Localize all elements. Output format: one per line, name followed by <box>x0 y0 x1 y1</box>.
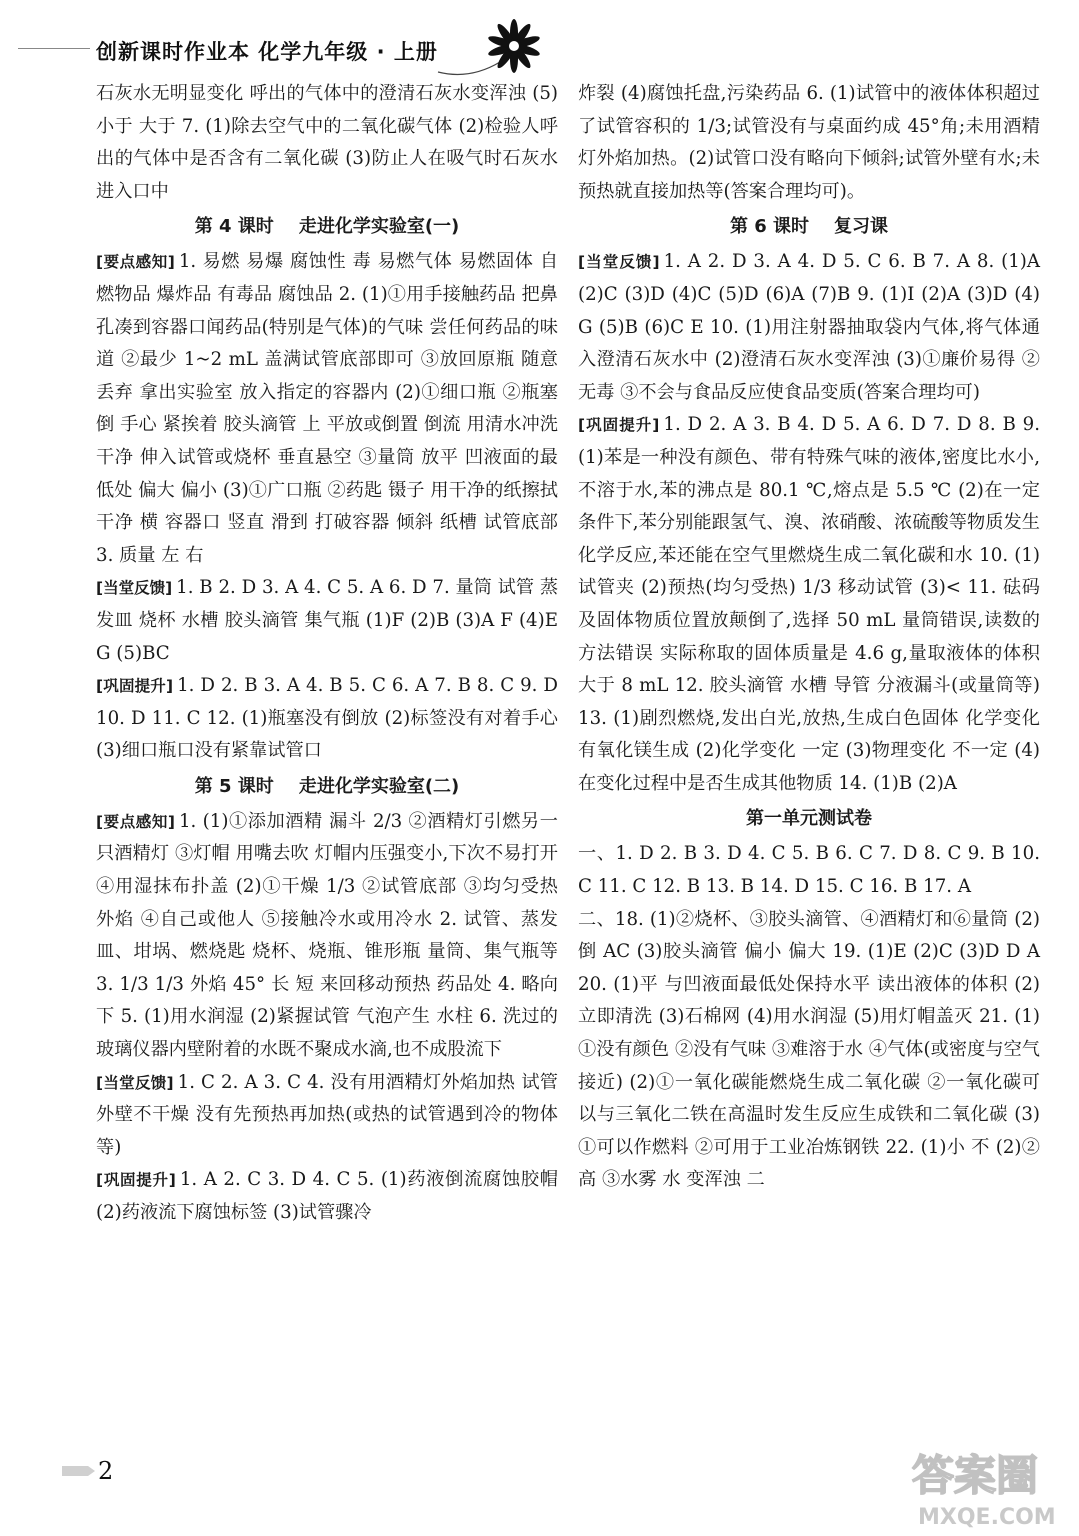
page-number: 2 <box>98 1457 114 1485</box>
section-tag: [要点感知] <box>96 253 175 272</box>
paragraph-text: 1. C 2. A 3. C 4. 没有用酒精灯外焰加热 试管外壁不干燥 没有先预热再加热(或热的试管遇到冷的物体等) <box>96 1071 558 1158</box>
page-footer <box>62 1456 113 1486</box>
paragraph-text: 第 4 课时 走进化学实验室(一) <box>194 216 460 238</box>
header-title: 创新课时作业本 化学九年级 · 上册 <box>96 40 438 64</box>
section-tag: [当堂反馈] <box>96 1073 174 1092</box>
section-heading <box>96 770 558 804</box>
page-arrow-icon <box>62 1464 96 1478</box>
section-heading <box>96 210 558 244</box>
page-header <box>0 0 1079 80</box>
answer-paragraph <box>578 78 1040 208</box>
section-tag: [要点感知] <box>96 812 175 831</box>
watermark-top: 答案圈 <box>912 1451 1039 1500</box>
answer-paragraph <box>96 806 558 1067</box>
section-heading <box>578 802 1040 836</box>
paragraph-text: 炸裂 (4)腐蚀托盘,污染药品 6. (1)试管中的液体体积超过了试管容积的 1/3;试管没有与桌面约成 45°角;未用酒精灯外焰加热。(2)试管口没有略向下倾斜;试管外壁有水;未预热就直接加热等(答案合理均可)。 <box>578 83 1040 202</box>
watermark-logo <box>890 1438 1072 1530</box>
paragraph-text: 第 5 课时 走进化学实验室(二) <box>194 775 460 797</box>
paragraph-text: 1. A 2. C 3. D 4. C 5. (1)药液倒流腐蚀胶帽 (2)药液流下腐蚀标签 (3)试管骤冷 <box>96 1169 558 1223</box>
answer-paragraph <box>578 246 1040 409</box>
flower-decoration-icon <box>430 18 550 78</box>
paragraph-text: 第一单元测试卷 <box>746 808 872 830</box>
answer-paragraph <box>578 409 1040 800</box>
paragraph-text: 1. D 2. B 3. A 4. B 5. C 6. A 7. B 8. C 9. D 10. D 11. C 12. (1)瓶塞没有倒放 (2)标签没有对着手心 (3)细口瓶口没有紧靠试管口 <box>96 675 558 762</box>
paragraph-text: 二、18. (1)②烧杯、③胶头滴管、④酒精灯和⑥量筒 (2)倒 AC (3)胶头滴管 偏小 偏大 19. (1)E (2)C (3)D D A 20. (1)平 与凹液面最低处保持水平 读出液体的体积 (2)立即清洗 (3)石棉网 (4)用水润湿 (5)用灯帽盖灭 21. (1)①没有颜色 ②没有气味 ③难溶于水 ④气体(或密度与空气接近) (2)①一氧化碳能燃烧生成二氧化碳 ②一氧化碳可以与三氧化二铁在高温时发生反应生成铁和二氧化碳 (3)①可以作燃料 ②可用于工业冶炼钢铁 22. (1)小 不 (2)②高 ③水雾 水 变浑浊 二 <box>578 908 1040 1191</box>
watermark-bottom: MXQE.COM <box>918 1505 1056 1530</box>
section-heading <box>578 210 1040 244</box>
answer-paragraph <box>96 246 558 572</box>
answer-paragraph <box>96 572 558 670</box>
paragraph-text: 1. A 2. D 3. A 4. D 5. C 6. B 7. A 8. (1)A (2)C (3)D (4)C (5)D (6)A (7)B 9. (1)I (2)A (3)D (4)G (5)B (6)C E 10. (1)用注射器抽取袋内气体,将气体通入澄清石灰水中 (2)澄清石灰水变浑浊 (3)①廉价易得 ②无毒 ③不会与食品反应使食品变质(答案合理均可) <box>578 251 1040 403</box>
answer-paragraph <box>578 904 1040 1197</box>
paragraph-text: 第 6 课时 复习课 <box>729 216 889 238</box>
section-tag: [当堂反馈] <box>578 253 660 272</box>
answer-paragraph <box>96 1067 558 1165</box>
right-column <box>578 78 1040 1197</box>
paragraph-text: 1. D 2. A 3. B 4. D 5. A 6. D 7. D 8. B 9. (1)苯是一种没有颜色、带有特殊气味的液体,密度比水小,不溶于水,苯的沸点是 80.1 ℃,熔点是 5.5 ℃ (2)在一定条件下,苯分别能跟氢气、溴、浓硝酸、浓硫酸等物质发生化学反应,苯还能在空气里燃烧生成二氧化碳和水 10. (1)试管夹 (2)预热(均匀受热) 1/3 移动试管 (3)< 11. 砝码及固体物质位置放颠倒了,选择 50 mL 量筒错误,读数的方法错误 实际称取的固体质量是 4.6 g,量取液体的体积大于 8 mL 12. 胶头滴管 水槽 导管 分液漏斗(或量筒等) 13. (1)剧烈燃烧,发出白光,放热,生成白色固体 化学变化 有氧化镁生成 (2)化学变化 一定 (3)物理变化 不一定 (4)在变化过程中是否生成其他物质 14. (1)B (2)A <box>578 414 1040 794</box>
answer-paragraph <box>578 838 1040 903</box>
section-tag: [当堂反馈] <box>96 579 173 598</box>
paragraph-text: 一、1. D 2. B 3. D 4. C 5. B 6. C 7. D 8. C 9. B 10. C 11. C 12. B 13. B 14. D 15. C 16. B 17. A <box>578 843 1040 898</box>
paragraph-text: 1. (1)①添加酒精 漏斗 2/3 ②酒精灯引燃另一只酒精灯 ③灯帽 用嘴去吹 灯帽内压强变小,下次不易打开 ④用湿抹布扑盖 (2)①干燥 1/3 ②试管底部 ③均匀受热 外焰 ④自己或他人 ⑤接触冷水或用冷水 2. 试管、蒸发皿、坩埚、燃烧匙 烧杯、烧瓶、锥形瓶 量筒、集气瓶等 3. 1/3 1/3 外焰 45° 长 短 来回移动预热 药品处 4. 略向下 5. (1)用水润湿 (2)紧握试管 气泡产生 水柱 6. 洗过的玻璃仪器内壁附着的水既不聚成水滴,也不成股流下 <box>96 810 558 1061</box>
answer-paragraph <box>96 78 558 208</box>
answer-paragraph <box>96 1164 558 1229</box>
left-column <box>96 78 558 1230</box>
paragraph-text: 1. B 2. D 3. A 4. C 5. A 6. D 7. 量筒 试管 蒸发皿 烧杯 水槽 胶头滴管 集气瓶 (1)F (2)B (3)A F (4)E G (5)BC <box>96 577 559 664</box>
section-tag: [巩固提升] <box>578 416 660 435</box>
paragraph-text: 石灰水无明显变化 呼出的气体中的澄清石灰水变浑浊 (5)小于 大于 7. (1)除去空气中的二氧化碳气体 (2)检验人呼出的气体中是否含有二氧化碳 (3)防止人在吸气时石灰水进入口中 <box>96 83 558 202</box>
section-tag: [巩固提升] <box>96 677 174 696</box>
paragraph-text: 1. 易燃 易爆 腐蚀性 毒 易燃气体 易燃固体 自燃物品 爆炸品 有毒品 腐蚀品 2. (1)①用手接触药品 把鼻孔凑到容器口闻药品(特别是气体)的气味 尝任何药品的味道 ②最少 1~2 mL 盖满试管底部即可 ③放回原瓶 随意丢弃 拿出实验室 放入指定的容器内 (2)①细口瓶 ②瓶塞 倒 手心 紧挨着 胶头滴管 上 平放或倒置 倒流 用清水冲洗干净 伸入试管或烧杯 垂直悬空 ③量筒 放平 凹液面的最低处 偏大 偏小 (3)①广口瓶 ②药匙 镊子 用干净的纸擦拭干净 横 容器口 竖直 滑到 打破容器 倾斜 纸槽 试管底部 3. 质量 左 右 <box>96 251 559 566</box>
section-tag: [巩固提升] <box>96 1171 176 1190</box>
header-rule <box>18 48 90 49</box>
answer-paragraph <box>96 670 558 768</box>
